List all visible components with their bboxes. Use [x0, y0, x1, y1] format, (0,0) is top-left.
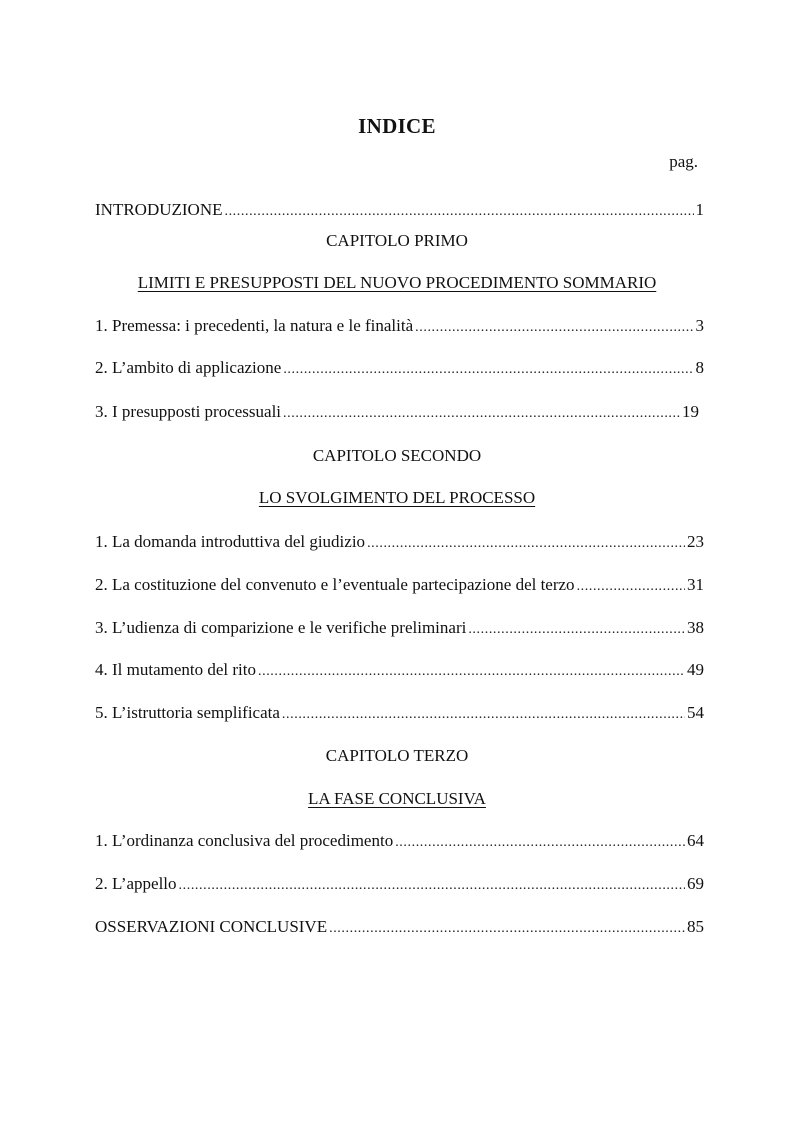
toc-entry-label: 1. L’ordinanza conclusiva del procedimento: [95, 831, 394, 850]
chapter-title: [0, 273, 794, 293]
leader-dots: [179, 878, 685, 894]
leader-dots: [283, 362, 693, 378]
page-column-label: pag.: [669, 152, 698, 171]
leader-dots: [258, 664, 685, 680]
leader-dots: [329, 921, 685, 937]
toc-entry-page: 54: [687, 703, 704, 722]
chapter-title-text: LIMITI E PRESUPPOSTI DEL NUOVO PROCEDIMENTO SOMMARIO: [137, 273, 657, 292]
toc-entry-conclusions[interactable]: [95, 917, 704, 939]
toc-entry[interactable]: [95, 316, 704, 338]
toc-entry-label: 5. L’istruttoria semplificata: [95, 703, 280, 722]
toc-entry-label: 1. Premessa: i precedenti, la natura e le finalità: [95, 316, 414, 335]
toc-entry-label: 4. Il mutamento del rito: [95, 660, 256, 679]
toc-entry-page: 19: [682, 402, 699, 421]
toc-entry-page: 69: [687, 874, 704, 893]
leader-dots: [577, 579, 685, 595]
toc-entry-label: INTRODUZIONE: [95, 200, 223, 219]
toc-entry-page: 8: [695, 358, 704, 377]
toc-entry[interactable]: [95, 402, 699, 424]
toc-entry-label: OSSERVAZIONI CONCLUSIVE: [95, 917, 328, 936]
toc-entry-page: 3: [695, 316, 704, 335]
leader-dots: [224, 204, 693, 220]
toc-entry-introduction[interactable]: [95, 200, 704, 222]
chapter-title-text: LA FASE CONCLUSIVA: [308, 789, 486, 808]
toc-entry-page: 85: [687, 917, 704, 936]
chapter-heading: CAPITOLO PRIMO: [326, 231, 468, 250]
page-title: INDICE: [358, 114, 436, 138]
leader-dots: [367, 536, 685, 552]
toc-entry-label: 1. La domanda introduttiva del giudizio: [95, 532, 366, 551]
toc-entry[interactable]: [95, 532, 704, 554]
chapter-heading: CAPITOLO TERZO: [325, 746, 469, 765]
toc-entry-label: 2. L’appello: [95, 874, 177, 893]
toc-entry-page: 1: [695, 200, 704, 219]
chapter-heading: CAPITOLO SECONDO: [312, 446, 482, 465]
leader-dots: [415, 320, 693, 336]
toc-entry-page: 64: [687, 831, 704, 850]
toc-entry-page: 31: [687, 575, 704, 594]
toc-entry-label: 2. L’ambito di applicazione: [95, 358, 282, 377]
toc-entry[interactable]: [95, 874, 704, 896]
chapter-title: [0, 488, 794, 508]
toc-entry[interactable]: [95, 575, 704, 597]
leader-dots: [282, 707, 685, 723]
toc-entry-label: 2. La costituzione del convenuto e l’eventuale partecipazione del terzo: [95, 575, 575, 594]
toc-entry[interactable]: [95, 618, 704, 640]
leader-dots: [283, 406, 680, 422]
toc-entry[interactable]: [95, 660, 704, 682]
toc-entry[interactable]: [95, 703, 704, 725]
toc-entry-label: 3. I presupposti processuali: [95, 402, 282, 421]
toc-entry-page: 49: [687, 660, 704, 679]
toc-entry-page: 38: [687, 618, 704, 637]
leader-dots: [395, 835, 685, 851]
chapter-title-text: LO SVOLGIMENTO DEL PROCESSO: [258, 488, 536, 507]
toc-entry-label: 3. L’udienza di comparizione e le verifiche preliminari: [95, 618, 467, 637]
chapter-title: [0, 789, 794, 809]
toc-entry[interactable]: [95, 358, 704, 380]
toc-entry[interactable]: [95, 831, 704, 853]
leader-dots: [468, 622, 685, 638]
toc-entry-page: 23: [687, 532, 704, 551]
